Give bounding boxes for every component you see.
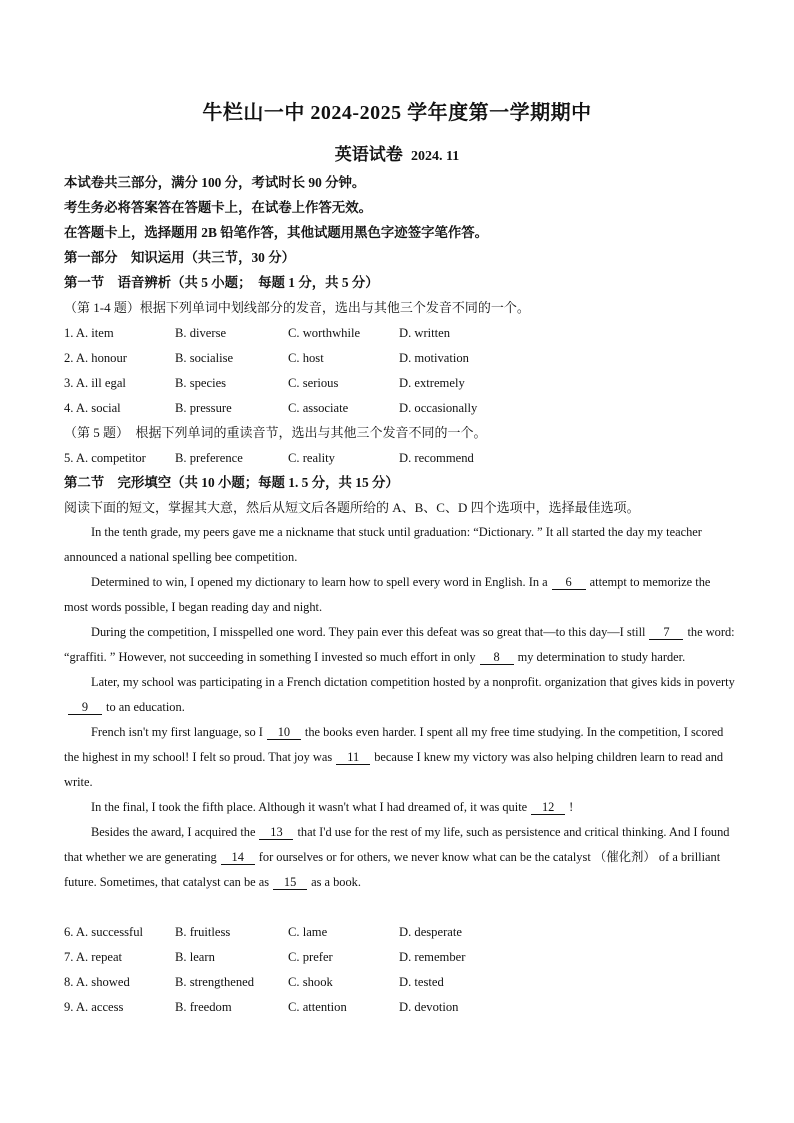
question-row xyxy=(64,324,734,342)
option-d[interactable]: D. remember xyxy=(399,950,466,964)
passage-text: that I'd use for the rest of my life, such as persistence and critical thinking. And I found that whether we are generating xyxy=(64,825,730,864)
passage-text: because I knew my victory was also helping children learn to read and write. xyxy=(64,750,724,789)
instruction-3: 在答题卡上，选择题用 2B 铅笔作答，其他试题用黑色字迹签字笔作答。 xyxy=(64,225,489,240)
option-d[interactable]: D. devotion xyxy=(399,1000,459,1014)
passage-text: Later, my school was participating in a French dictation competition hosted by a nonprofit. organization that gives kids in poverty xyxy=(91,675,735,689)
passage-text: In the final, I took the fifth place. Although it wasn't what I had dreamed of, it was quite xyxy=(91,800,528,814)
option-d[interactable]: D. desperate xyxy=(399,925,462,939)
option-a[interactable]: 2. A. honour xyxy=(64,351,127,365)
option-c[interactable]: C. reality xyxy=(288,451,335,465)
option-d[interactable]: D. extremely xyxy=(399,376,465,390)
passage-text: During the competition, I misspelled one word. They pain ever this defeat was so great that—to this day—I still xyxy=(91,625,646,639)
option-c[interactable]: C. associate xyxy=(288,401,349,415)
option-a[interactable]: 4. A. social xyxy=(64,401,121,415)
option-row xyxy=(64,923,734,941)
section1-note-2: （第 5 题） 根据下列单词的重读音节，选出与其他三个发音不同的一个。 xyxy=(64,425,487,440)
passage-text: to an education. xyxy=(106,700,185,714)
section2-note: 阅读下面的短文，掌握其大意，然后从短文后各题所给的 A、B、C、D 四个选项中，选择最佳选项。 xyxy=(64,500,640,515)
passage-text: In the tenth grade, my peers gave me a nickname that stuck until graduation: “Dictionary. ” It all started the day my teacher announced a national spelling bee competition. xyxy=(64,525,702,564)
passage-text: Determined to win, I opened my dictionary to learn how to spell every word in English. In a xyxy=(91,575,548,589)
option-b[interactable]: B. pressure xyxy=(175,401,232,415)
passage-paragraph xyxy=(64,520,736,570)
section1-heading: 第一节 语音辨析（共 5 小题； 每题 1 分，共 5 分） xyxy=(64,275,379,290)
cloze-passage xyxy=(64,520,736,895)
option-b[interactable]: B. species xyxy=(175,376,227,390)
option-a[interactable]: 7. A. repeat xyxy=(64,950,123,964)
exam-date: 2024. 11 xyxy=(411,149,460,164)
passage-text: my determination to study harder. xyxy=(517,650,686,664)
option-b[interactable]: B. strengthened xyxy=(175,975,255,989)
blank-13[interactable]: 13 xyxy=(259,825,293,840)
passage-text: Besides the award, I acquired the xyxy=(91,825,256,839)
part1-heading: 第一部分 知识运用（共三节，30 分） xyxy=(64,250,295,265)
option-c[interactable]: C. serious xyxy=(288,376,339,390)
passage-text: as a book. xyxy=(311,875,361,889)
option-a[interactable]: 9. A. access xyxy=(64,1000,124,1014)
question-row xyxy=(64,449,734,467)
blank-14[interactable]: 14 xyxy=(221,850,255,865)
option-b[interactable]: B. diverse xyxy=(175,326,227,340)
blank-9[interactable]: 9 xyxy=(68,700,102,715)
option-a[interactable]: 6. A. successful xyxy=(64,925,144,939)
option-a[interactable]: 1. A. item xyxy=(64,326,114,340)
option-b[interactable]: B. socialise xyxy=(175,351,234,365)
option-d[interactable]: D. recommend xyxy=(399,451,474,465)
passage-text: for ourselves or for others, we never know what can be the catalyst （催化剂） of a brilliant future. Sometimes, that catalyst can be as xyxy=(64,850,721,889)
passage-paragraph xyxy=(64,720,736,795)
option-c[interactable]: C. lame xyxy=(288,925,328,939)
option-b[interactable]: B. preference xyxy=(175,451,243,465)
blank-7[interactable]: 7 xyxy=(649,625,683,640)
option-c[interactable]: C. prefer xyxy=(288,950,333,964)
blank-15[interactable]: 15 xyxy=(273,875,307,890)
option-b[interactable]: B. fruitless xyxy=(175,925,231,939)
option-b[interactable]: B. freedom xyxy=(175,1000,232,1014)
option-d[interactable]: D. tested xyxy=(399,975,444,989)
option-c[interactable]: C. attention xyxy=(288,1000,347,1014)
passage-paragraph xyxy=(64,620,736,670)
passage-text: French isn't my first language, so I xyxy=(91,725,263,739)
option-a[interactable]: 8. A. showed xyxy=(64,975,130,989)
passage-paragraph xyxy=(64,670,736,720)
option-b[interactable]: B. learn xyxy=(175,950,215,964)
subject-title: 英语试卷 xyxy=(334,145,403,164)
option-c[interactable]: C. shook xyxy=(288,975,333,989)
option-d[interactable]: D. occasionally xyxy=(399,401,478,415)
option-c[interactable]: C. host xyxy=(288,351,324,365)
question-row xyxy=(64,349,734,367)
question-row xyxy=(64,374,734,392)
section2-heading: 第二节 完形填空（共 10 小题；每题 1. 5 分，共 15 分） xyxy=(64,475,399,490)
instruction-1: 本试卷共三部分，满分 100 分，考试时长 90 分钟。 xyxy=(64,175,366,190)
option-a[interactable]: 3. A. ill egal xyxy=(64,376,126,390)
option-d[interactable]: D. written xyxy=(399,326,451,340)
blank-12[interactable]: 12 xyxy=(531,800,565,815)
passage-text: ! xyxy=(569,800,574,814)
blank-11[interactable]: 11 xyxy=(336,750,370,765)
option-a[interactable]: 5. A. competitor xyxy=(64,451,146,465)
option-row xyxy=(64,973,734,991)
blank-6[interactable]: 6 xyxy=(552,575,586,590)
passage-paragraph xyxy=(64,820,736,895)
option-row xyxy=(64,998,734,1016)
passage-text: the books even harder. I spent all my free time studying. In the competition, I scored the highest in my school! I felt so proud. That joy was xyxy=(64,725,724,764)
question-row xyxy=(64,399,734,417)
instruction-2: 考生务必将答案答在答题卡上，在试卷上作答无效。 xyxy=(64,200,372,215)
option-c[interactable]: C. worthwhile xyxy=(288,326,361,340)
passage-text: attempt to memorize the most words possible, I began reading day and night. xyxy=(64,575,711,614)
passage-paragraph xyxy=(64,795,736,820)
blank-8[interactable]: 8 xyxy=(480,650,514,665)
option-d[interactable]: D. motivation xyxy=(399,351,469,365)
exam-subtitle xyxy=(0,140,794,165)
option-row xyxy=(64,948,734,966)
blank-10[interactable]: 10 xyxy=(267,725,301,740)
passage-paragraph xyxy=(64,570,736,620)
passage-text: the word: “graffiti. ” However, not succeeding in something I invested so much effort in only xyxy=(64,625,735,664)
exam-title: 牛栏山一中 2024-2025 学年度第一学期期中 xyxy=(202,102,592,124)
section1-note-1: （第 1-4 题）根据下列单词中划线部分的发音，选出与其他三个发音不同的一个。 xyxy=(64,300,530,315)
